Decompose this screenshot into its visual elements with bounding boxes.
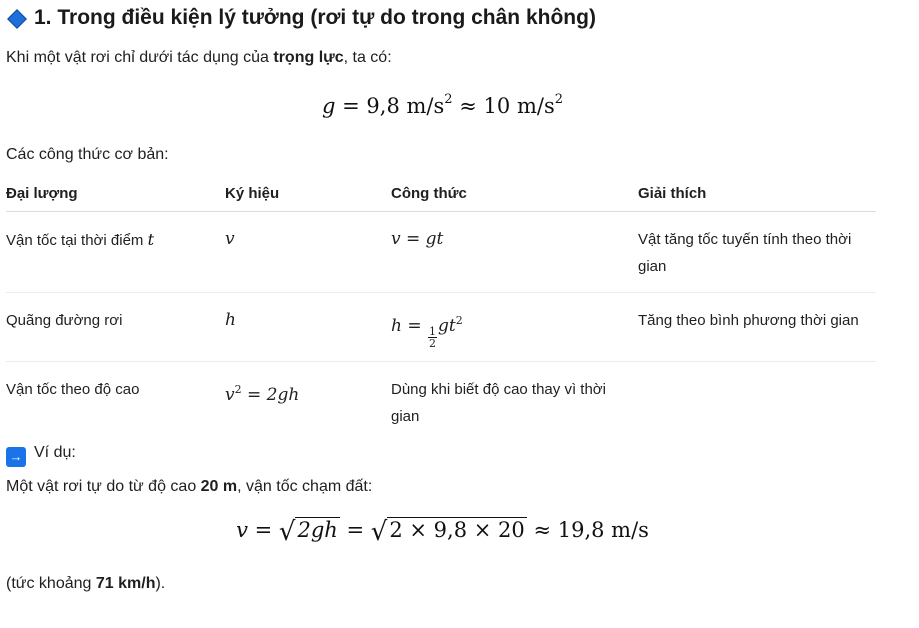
- cell-symbol: v: [225, 211, 391, 292]
- section-heading: [6, 6, 596, 30]
- header-symbol: Ký hiệu: [225, 176, 391, 211]
- cell-explanation: [638, 361, 876, 442]
- header-explanation: Giải thích: [638, 176, 876, 211]
- sqrt-numeric: √2 × 9,8 × 20: [370, 517, 525, 547]
- formula-table: [6, 176, 876, 442]
- blue-diamond-icon: [8, 10, 24, 26]
- speed-note: (tức khoảng 71 km/h).: [6, 575, 166, 592]
- cell-symbol: $v^2 = 2gh$: [225, 382, 300, 405]
- cell-quantity: Vận tốc theo độ cao: [6, 380, 140, 398]
- table-row: [6, 211, 876, 292]
- table-row: [6, 292, 876, 361]
- cell-formula: h = $\frac{1}{2}$ $gt^2$: [391, 292, 638, 361]
- section-title: 1. Trong điều kiện lý tưởng (rơi tự do trong chân không): [34, 6, 596, 29]
- velocity-equation: v = √2gh = √2 × 9,8 × 20 ≈ 19,8 m/s: [236, 517, 649, 547]
- cell-quantity: Vận tốc tại thời điểm t: [6, 211, 225, 292]
- table-row: [6, 361, 876, 442]
- sqrt-2gh: √2gh: [278, 517, 338, 547]
- cell-formula: Dùng khi biết độ cao thay vì thời gian: [391, 380, 606, 425]
- cell-explanation: Tăng theo bình phương thời gian: [638, 292, 876, 361]
- intro-paragraph: Khi một vật rơi chỉ dưới tác dụng của trọng lực, ta có:: [6, 49, 392, 66]
- right-arrow-icon: →: [6, 447, 26, 467]
- header-quantity: Đại lượng: [6, 176, 225, 211]
- cell-symbol: h: [225, 292, 391, 361]
- table-header-row: [6, 176, 876, 211]
- header-formula: Công thức: [391, 176, 638, 211]
- cell-formula: v = gt: [391, 211, 638, 292]
- example-paragraph: Một vật rơi tự do từ độ cao 20 m, vận tốc chạm đất:: [6, 478, 373, 495]
- formulas-label: Các công thức cơ bản:: [6, 146, 169, 163]
- fraction-half: $\frac{1}{2}$: [429, 324, 437, 350]
- example-label: → Ví dụ:: [6, 444, 76, 467]
- cell-quantity: Quãng đường rơi: [6, 292, 225, 361]
- cell-explanation: Vật tăng tốc tuyến tính theo thời gian: [638, 211, 876, 292]
- gravity-equation: g = 9,8 $m/s^2 \approx 10$ $m/s^2$: [321, 92, 564, 118]
